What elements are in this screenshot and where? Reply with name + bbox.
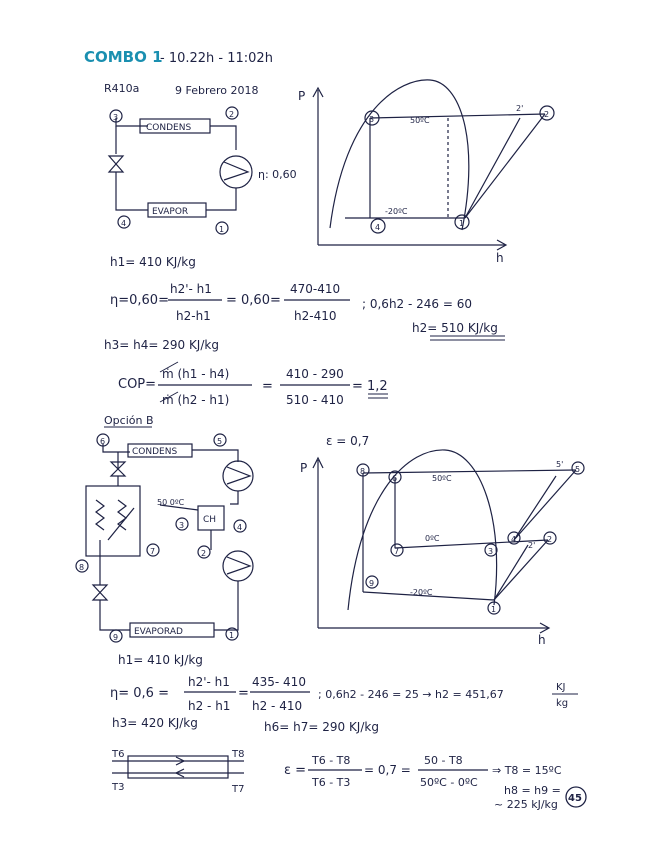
- low-temp-label: -20ºC: [385, 207, 408, 216]
- hx-label-t3: T3: [112, 782, 125, 793]
- h8-equation: h8 = h9 =: [504, 784, 561, 797]
- h3-value: h3= h4= 290 KJ/kg: [104, 338, 219, 352]
- h1-value: h1= 410 kJ/kg: [118, 653, 203, 667]
- page-title: COMBO 1: [84, 48, 163, 66]
- separator-label: CH: [203, 515, 217, 525]
- h-axis-label: h: [538, 633, 546, 647]
- fraction-numerator: ṁ (h1 - h4): [162, 367, 230, 381]
- point-label: 5': [556, 460, 564, 469]
- fraction-denominator: h2-410: [294, 309, 337, 323]
- equation-result: ; 0,6h2 - 246 = 25 → h2 = 451,67: [318, 688, 504, 701]
- cop-result: = 1,2: [352, 379, 388, 394]
- fraction-denominator: 50ºC - 0ºC: [420, 776, 478, 789]
- point-label: 2: [201, 549, 207, 558]
- hx-label-t8: T8: [232, 749, 245, 760]
- fraction-denominator: h2 - h1: [188, 699, 231, 713]
- high-temp-label: 50ºC: [410, 116, 430, 125]
- point-label: 2: [547, 535, 553, 544]
- fraction-denominator: T6 - T3: [312, 776, 351, 789]
- fraction-denominator: h2 - 410: [252, 699, 303, 713]
- point-label: 8: [360, 467, 366, 476]
- point-label: 7: [394, 547, 400, 556]
- eta-equation: η=0,60=: [110, 293, 169, 308]
- option-label: Opción B: [104, 414, 154, 427]
- point-label: 4: [121, 219, 127, 228]
- h2-value: h2= 510 KJ/kg: [412, 321, 498, 335]
- point-label: 2: [229, 110, 235, 119]
- p-axis-label: P: [298, 89, 306, 103]
- point-label: 2': [516, 104, 524, 113]
- fraction-denominator: ṁ (h2 - h1): [162, 393, 230, 407]
- h6-value: h6= h7= 290 KJ/kg: [264, 720, 379, 734]
- epsilon-equation: ε =: [284, 763, 307, 778]
- point-label: 3: [179, 521, 185, 530]
- point-label: 3: [113, 113, 119, 122]
- temperature-label: 50 0ºC: [157, 498, 185, 507]
- fraction-numerator: 435- 410: [252, 675, 306, 689]
- fraction-numerator: 470-410: [290, 282, 341, 296]
- fraction-denominator: h2-h1: [176, 309, 211, 323]
- hx-label-t6: T6: [112, 749, 125, 760]
- cop-label: COP=: [118, 377, 157, 392]
- point-label: 1: [229, 631, 235, 640]
- h1-value: h1= 410 KJ/kg: [110, 255, 196, 269]
- session-time: - 10.22h - 11:02h: [160, 51, 273, 66]
- low-temp-label: -20ºC: [410, 588, 433, 597]
- point-label: 8: [79, 563, 85, 572]
- fraction-denominator: 510 - 410: [286, 393, 344, 407]
- h3-value: h3= 420 KJ/kg: [112, 716, 198, 730]
- equals-sign: = 0,7 =: [364, 763, 411, 777]
- high-temp-label: 50ºC: [432, 474, 452, 483]
- point-label: 2': [528, 541, 536, 550]
- equals-sign: =: [262, 379, 273, 394]
- evaporator-label: EVAPOR: [152, 207, 189, 217]
- unit-denominator: kg: [556, 698, 569, 709]
- fraction-numerator: 50 - T8: [424, 754, 463, 767]
- point-label: 6: [100, 437, 106, 446]
- page-number: 45: [568, 793, 582, 804]
- fraction-numerator: h2'- h1: [170, 282, 212, 296]
- eta-equation: η= 0,6 =: [110, 686, 169, 701]
- point-label: 4: [511, 535, 517, 544]
- point-label: 9: [369, 579, 375, 588]
- refrigerant-label: R410a: [104, 82, 140, 95]
- point-label: 1: [491, 605, 497, 614]
- point-label: 2: [544, 110, 550, 119]
- point-label: 1: [219, 225, 225, 234]
- point-label: 5: [575, 465, 581, 474]
- mid-temp-label: 0ºC: [425, 534, 440, 543]
- hx-label-t7: T7: [232, 784, 245, 795]
- point-label: 4: [237, 523, 243, 532]
- condenser-label: CONDENS: [146, 123, 192, 133]
- point-label: 7: [150, 547, 156, 556]
- effectiveness-label: ε = 0,7: [326, 434, 370, 448]
- point-label: 6: [392, 474, 398, 483]
- equals-sign: =: [238, 686, 249, 701]
- t8-result: ⇒ T8 = 15ºC: [492, 764, 562, 777]
- condenser-label: CONDENS: [132, 447, 178, 457]
- point-label: 9: [113, 633, 119, 642]
- equals-sign: = 0,60=: [226, 293, 281, 308]
- point-label: 4: [375, 223, 381, 232]
- unit-numerator: KJ: [556, 682, 566, 693]
- h-axis-label: h: [496, 251, 504, 265]
- evaporator-label: EVAPORAD: [134, 627, 183, 637]
- fraction-numerator: h2'- h1: [188, 675, 230, 689]
- fraction-numerator: 410 - 290: [286, 367, 344, 381]
- fraction-numerator: T6 - T8: [312, 754, 351, 767]
- equation-result: ; 0,6h2 - 246 = 60: [362, 297, 472, 311]
- point-label: 3: [488, 547, 494, 556]
- date-label: 9 Febrero 2018: [175, 84, 259, 97]
- h8-value: ~ 225 kJ/kg: [494, 798, 558, 811]
- point-label: 1: [459, 219, 465, 228]
- point-label: 5: [217, 437, 223, 446]
- efficiency-label: η: 0,60: [258, 168, 297, 181]
- point-label: 3: [369, 115, 375, 124]
- p-axis-label: P: [300, 461, 308, 475]
